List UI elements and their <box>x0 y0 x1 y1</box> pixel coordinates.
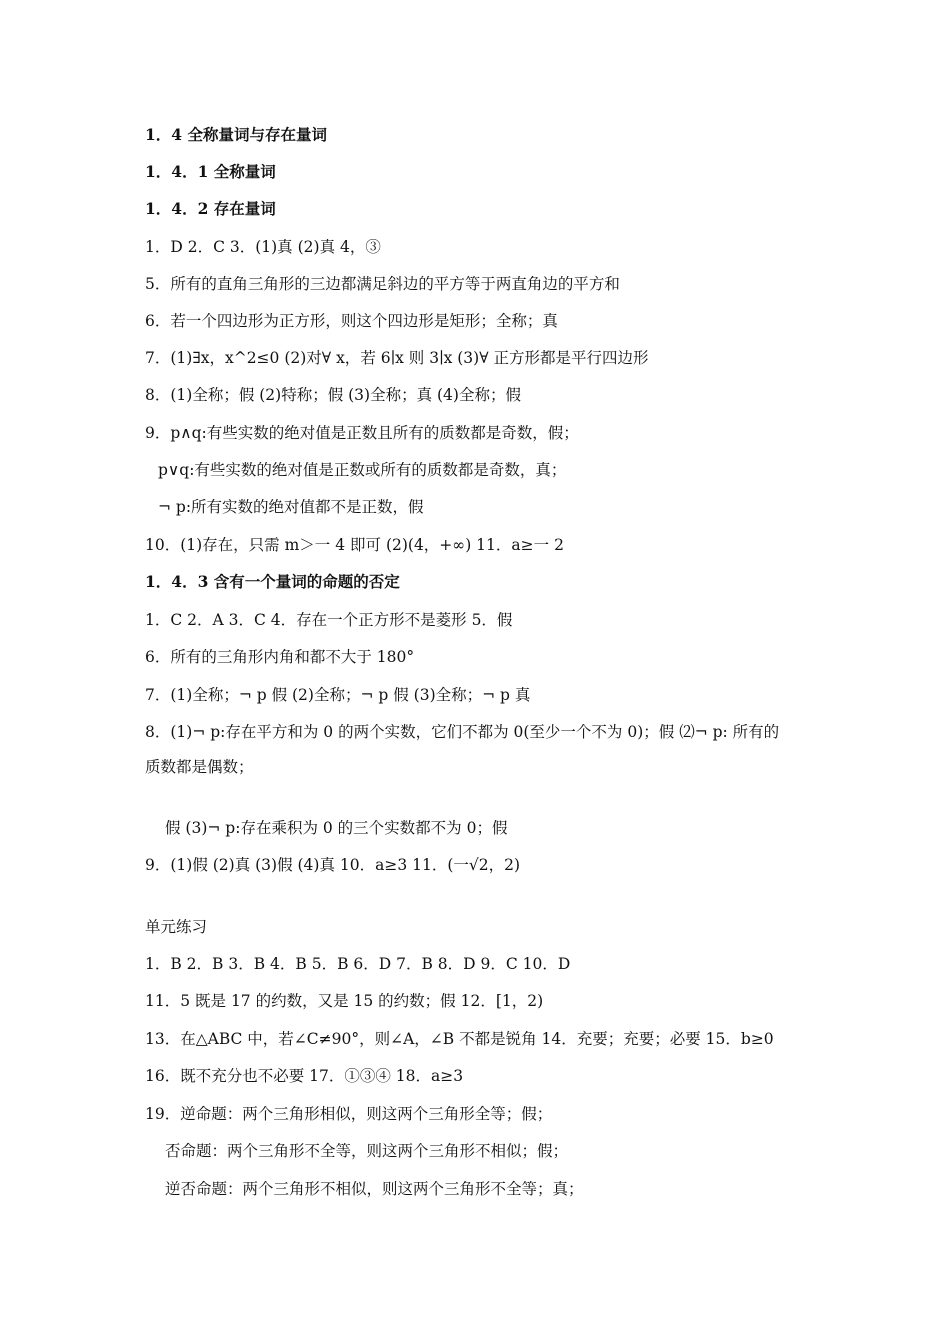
answer-line: 11．5 既是 17 的约数，又是 15 的约数；假 12．[1，2) <box>145 992 544 1010</box>
answer-line: 质数都是偶数； <box>145 758 254 776</box>
unit-practice-heading: 单元练习 <box>145 918 208 936</box>
answer-line: 6．所有的三角形内角和都不大于 180° <box>145 648 415 666</box>
answer-line: 7．(1)∃x，x^2≤0 (2)对∀ x，若 6∣x 则 3∣x (3)∀ 正方形都是平行四边形 <box>145 349 649 367</box>
answer-line: 1．C 2．A 3．C 4．存在一个正方形不是菱形 5．假 <box>145 611 513 629</box>
section-heading-1-4-1: 1．4．1 全称量词 <box>145 162 276 181</box>
answer-line: 8．(1)¬ p:存在平方和为 0 的两个实数，它们不都为 0(至少一个不为 0)；假 ⑵¬ p: 所有的 <box>145 723 780 741</box>
answer-line: 13．在△ABC 中，若∠C≠90°，则∠A，∠B 不都是锐角 14．充要；充要；必要 15．b≥0 <box>145 1030 774 1048</box>
answer-line: 1．D 2．C 3．(1)真 (2)真 4，③ <box>145 238 381 256</box>
section-heading-1-4: 1．4 全称量词与存在量词 <box>145 125 327 144</box>
answer-line: 否命题：两个三角形不全等，则这两个三角形不相似；假； <box>165 1142 569 1160</box>
answer-line: ¬ p:所有实数的绝对值都不是正数，假 <box>158 498 424 516</box>
answer-line: 10．(1)存在，只需 m＞一 4 即可 (2)(4，+∞) 11．a≥一 2 <box>145 536 564 554</box>
answer-line: 逆否命题：两个三角形不相似，则这两个三角形不全等；真； <box>165 1180 584 1198</box>
answer-line: 5．所有的直角三角形的三边都满足斜边的平方等于两直角边的平方和 <box>145 275 620 293</box>
answer-line: p∨q:有些实数的绝对值是正数或所有的质数都是奇数，真； <box>158 461 567 479</box>
answer-line: 1．B 2．B 3．B 4．B 5．B 6．D 7．B 8．D 9．C 10．D <box>145 955 571 973</box>
answer-line: 9．(1)假 (2)真 (3)假 (4)真 10．a≥3 11．(一√2，2) <box>145 856 521 874</box>
answer-line: 假 (3)¬ p:存在乘积为 0 的三个实数都不为 0；假 <box>165 819 508 837</box>
answer-line: 16．既不充分也不必要 17．①③④ 18．a≥3 <box>145 1067 464 1085</box>
answer-line: 6．若一个四边形为正方形，则这个四边形是矩形；全称；真 <box>145 312 558 330</box>
answer-line: 8．(1)全称；假 (2)特称；假 (3)全称；真 (4)全称；假 <box>145 386 521 404</box>
answer-line: 7．(1)全称；¬ p 假 (2)全称；¬ p 假 (3)全称；¬ p 真 <box>145 686 531 704</box>
answer-line: 19．逆命题：两个三角形相似，则这两个三角形全等；假； <box>145 1105 553 1123</box>
section-heading-1-4-2: 1．4．2 存在量词 <box>145 199 276 218</box>
section-heading-1-4-3: 1．4．3 含有一个量词的命题的否定 <box>145 572 400 591</box>
answer-line: 9．p∧q:有些实数的绝对值是正数且所有的质数都是奇数，假； <box>145 424 579 442</box>
